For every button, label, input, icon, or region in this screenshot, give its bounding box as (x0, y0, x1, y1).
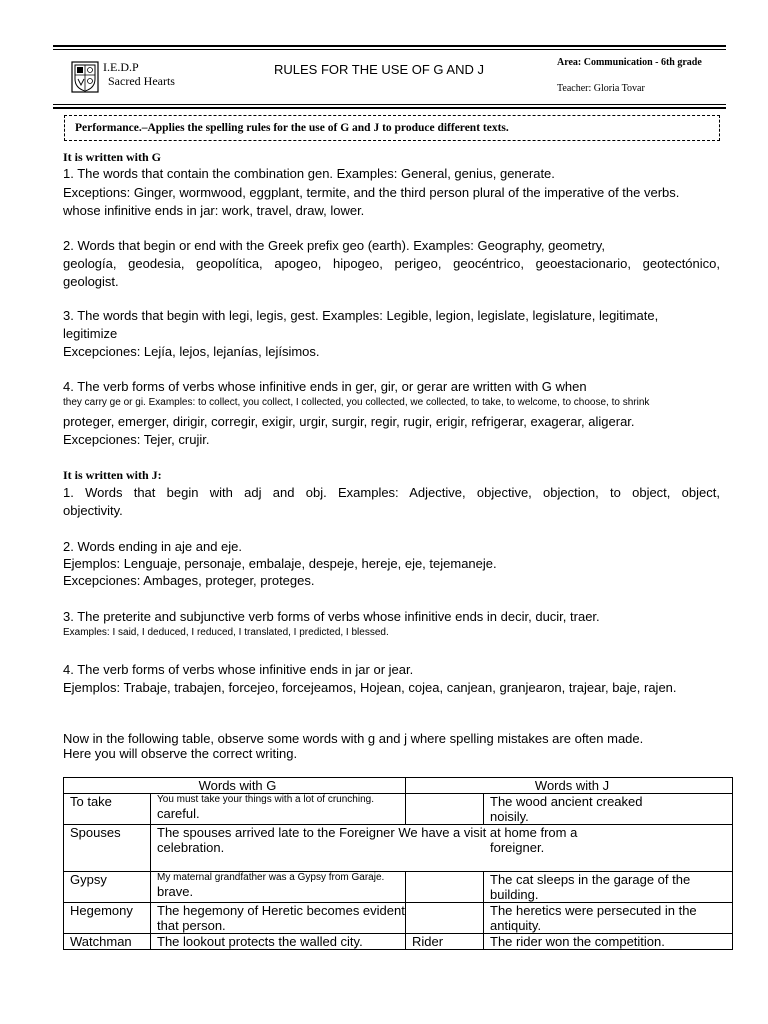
j-word-cell (406, 934, 484, 950)
g-word: To take (70, 794, 112, 809)
area-label: Area: Communication - 6th grade (557, 57, 702, 68)
g-example-line2: careful. (157, 806, 200, 821)
teacher-label: Teacher: Gloria Tovar (557, 83, 645, 94)
g-rule2-line3: geologist. (63, 274, 119, 289)
g-section-heading: It is written with G (63, 150, 161, 164)
g-word-cell (64, 903, 151, 934)
g-word-cell (64, 934, 151, 950)
table-row (64, 794, 733, 825)
school-name-line2: Sacred Hearts (108, 74, 175, 88)
school-crest-icon (71, 61, 99, 93)
performance-text: Performance.–Applies the spelling rules for the use of G and J to produce different texts. (75, 122, 509, 134)
table-row (64, 934, 733, 950)
g-example-cell (151, 934, 406, 950)
g-word: Watchman (70, 934, 132, 949)
header-bottom-rule-thin (53, 104, 726, 105)
table-header-row (64, 778, 733, 794)
g-word-cell (64, 825, 151, 872)
header-bottom-rule (53, 107, 726, 109)
j-example-line2: foreigner. (490, 840, 545, 855)
j-example-line2: building. (490, 887, 539, 902)
j-example-cell (484, 934, 733, 950)
j-example-line2: noisily. (490, 809, 529, 824)
header-top-rule-thin (53, 49, 726, 50)
j-rule4-line2: Ejemplos: Trabaje, trabajen, forcejeo, forcejeamos, Hojean, cojea, canjean, granjearon, trajear, baje, rajen. (63, 680, 677, 695)
j-example-cell (484, 794, 733, 825)
g-rule4-line3: proteger, emerger, dirigir, corregir, exigir, urgir, surgir, regir, rugir, erigir, refrigerar, exagerar, aligerar. (63, 414, 635, 429)
j-rule1-line1: 1. Words that begin with adj and obj. Examples: Adjective, objective, objection, to object, object, (63, 485, 720, 500)
j-rule2-line2: Ejemplos: Lenguaje, personaje, embalaje, despeje, hereje, eje, tejemaneje. (63, 556, 497, 571)
words-table (63, 777, 733, 950)
g-rule3-line1: 3. The words that begin with legi, legis, gest. Examples: Legible, legion, legislate, legislature, legitimate, (63, 308, 659, 323)
g-example-line2: brave. (157, 884, 194, 899)
j-rule3-line2: Examples: I said, I deduced, I reduced, I translated, I predicted, I blessed. (63, 627, 389, 638)
j-example-line1: The rider won the competition. (490, 934, 665, 949)
g-example-cell (151, 872, 406, 903)
j-rule2-line3: Excepciones: Ambages, proteger, proteges. (63, 573, 315, 588)
g-rule4-line1: 4. The verb forms of verbs whose infinitive ends in ger, gir, or gerar are written with G when (63, 379, 587, 394)
g-rule2-line1: 2. Words that begin or end with the Greek prefix geo (earth). Examples: Geography, geometry, (63, 238, 605, 253)
g-word: Spouses (70, 825, 121, 840)
j-rule4-line1: 4. The verb forms of verbs whose infinitive ends in jar or jear. (63, 662, 414, 677)
j-rule2-line1: 2. Words ending in aje and eje. (63, 539, 242, 554)
g-rule1-line1: 1. The words that contain the combination gen. Examples: General, genius, generate. (63, 166, 555, 181)
j-example-cell (484, 872, 733, 903)
g-word: Hegemony (70, 903, 133, 918)
g-rule2-line2: geología, geodesia, geopolítica, apogeo, hipogeo, perigeo, geocéntrico, geoestacionario, geotectónico, (63, 256, 720, 271)
j-example-cell (484, 903, 733, 934)
j-word-cell (406, 903, 484, 934)
header-top-rule (53, 45, 726, 47)
school-name-line1: I.E.D.P (103, 60, 139, 74)
j-example-line2: antiquity. (490, 918, 542, 933)
j-section-heading: It is written with J: (63, 468, 162, 482)
table-row (64, 903, 733, 934)
g-word: Gypsy (70, 872, 107, 887)
g-example-cell (151, 825, 733, 872)
col-header-g: Words with G (64, 778, 406, 794)
table-intro-line2: Here you will observe the correct writing. (63, 746, 298, 761)
j-word: Rider (412, 934, 444, 949)
g-example-line1: The lookout protects the walled city. (157, 934, 363, 949)
j-word-cell (406, 794, 484, 825)
g-example-cell (151, 903, 406, 934)
g-example-line2: that person. (157, 918, 226, 933)
g-example-line1: My maternal grandfather was a Gypsy from Garaje. (157, 872, 385, 883)
g-rule3-line2: legitimize (63, 326, 118, 341)
j-example-line1: The cat sleeps in the garage of the (490, 872, 691, 887)
g-rule1-line2: Exceptions: Ginger, wormwood, eggplant, termite, and the third person plural of the imperative of the verbs. (63, 185, 680, 200)
g-example-line1: You must take your things with a lot of crunching. (157, 794, 374, 805)
g-example-cell (151, 794, 406, 825)
table-row (64, 825, 733, 872)
j-rule1-line2: objectivity. (63, 503, 123, 518)
table-intro-line1: Now in the following table, observe some words with g and j where spelling mistakes are often made. (63, 731, 644, 746)
col-header-j: Words with J (406, 778, 733, 794)
j-rule3-line1: 3. The preterite and subjunctive verb forms of verbs whose infinitive ends in decir, ducir, traer. (63, 609, 600, 624)
performance-box (64, 115, 720, 141)
j-example-line1: The wood ancient creaked (490, 794, 643, 809)
g-rule4-line4: Excepciones: Tejer, crujir. (63, 432, 210, 447)
g-example-line1: The hegemony of Heretic becomes evident (157, 903, 405, 918)
j-example-line1: The heretics were persecuted in the (490, 903, 697, 918)
g-word-cell (64, 794, 151, 825)
g-example-line1: The spouses arrived late to the Foreigner We have a visit at home from a (157, 825, 578, 840)
g-rule1-line3: whose infinitive ends in jar: work, travel, draw, lower. (63, 203, 365, 218)
g-rule3-line3: Excepciones: Lejía, lejos, lejanías, lejísimos. (63, 344, 320, 359)
g-rule4-line2: they carry ge or gi. Examples: to collect, you collect, I collected, you collected, we collected, to take, to welcome, to choose, to shrink (63, 397, 650, 408)
g-example-line2: celebration. (157, 840, 225, 855)
table-row (64, 872, 733, 903)
j-word-cell (406, 872, 484, 903)
document-title: RULES FOR THE USE OF G AND J (274, 62, 484, 77)
g-word-cell (64, 872, 151, 903)
